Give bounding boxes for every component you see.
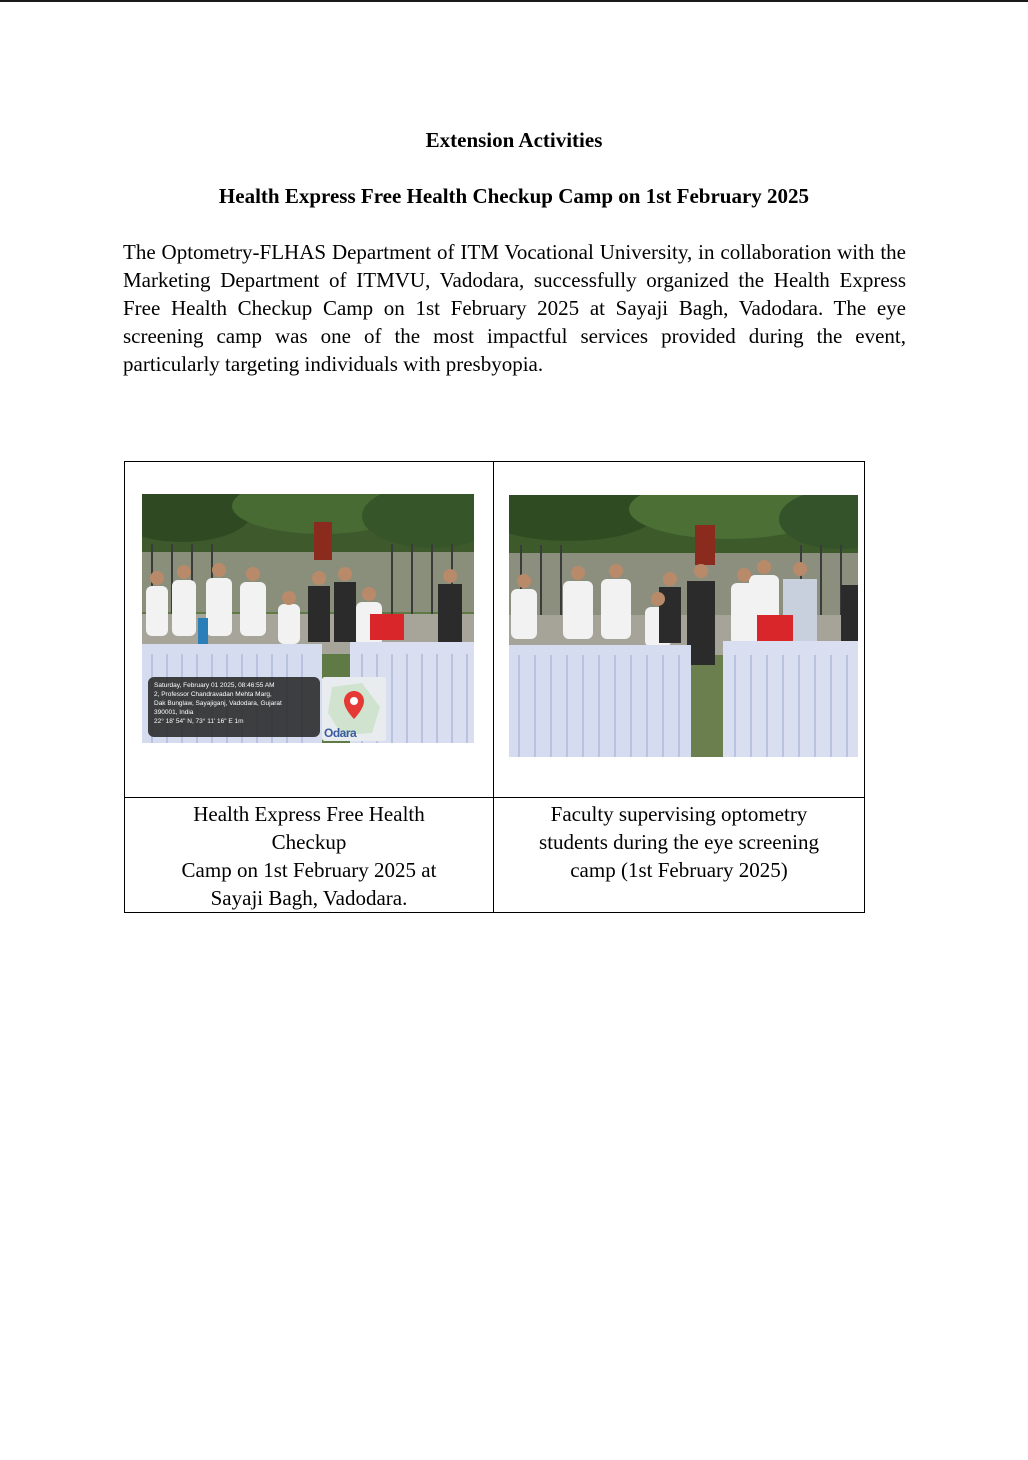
geotag-map-thumbnail: [322, 677, 386, 741]
geotag-datetime: Saturday, February 01 2025, 08:46:55 AM: [154, 682, 275, 689]
top-border-line: [0, 0, 1028, 2]
caption-text-1: Health Express Free Health Checkup Camp on 1st February 2025 at Sayaji Bagh, Vadodara.: [181, 802, 437, 910]
map-logo: Odara: [324, 726, 357, 740]
photo-caption-2: [494, 798, 865, 913]
page-title: Extension Activities: [425, 128, 603, 152]
photo-cell-2: [494, 462, 865, 798]
camp-photo-2: [509, 495, 858, 757]
photo-table: [124, 461, 865, 913]
geotag-coordinates: 22° 18' 54" N, 73° 11' 16" E 1m: [154, 718, 244, 725]
photo-caption-1: [125, 798, 494, 913]
photo-cell-1: [125, 462, 494, 798]
intro-paragraph: The Optometry-FLHAS Department of ITM Vocational University, in collaboration with the Marketing Department of ITMVU, Vadodara, successfully organized the Health Express Free Health Checkup Camp on 1st February 2025 at Sayaji Bagh, Vadodara. The eye screening camp was one of the most impactful services provided during the event, particularly targeting individuals with presbyopia.: [123, 240, 906, 376]
caption-text-2: Faculty supervising optometry students during the eye screening camp (1st February 2025): [539, 802, 819, 882]
geotag-address-line1: 2, Professor Chandravadan Mehta Marg,: [154, 691, 272, 698]
camp-photo-1: [142, 494, 474, 743]
geotag-address-line3: 390001, India: [154, 709, 194, 716]
geotag-overlay: [148, 677, 320, 737]
geotag-address-line2: Dak Bunglaw, Sayajiganj, Vadodara, Gujarat: [154, 700, 282, 707]
page-subtitle: Health Express Free Health Checkup Camp on 1st February 2025: [218, 184, 810, 208]
